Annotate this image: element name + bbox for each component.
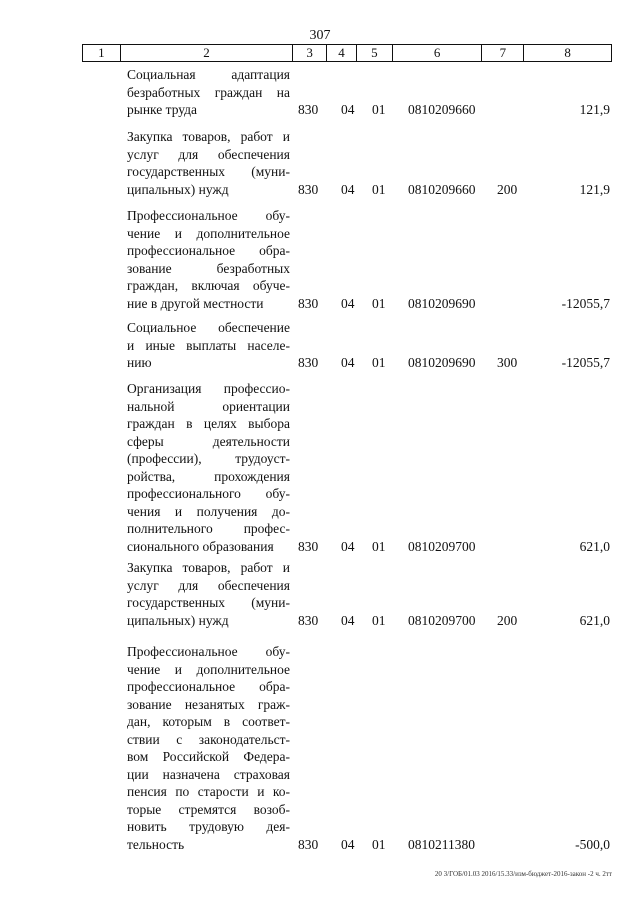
description-line: Закупка товаров, работ и bbox=[127, 129, 290, 144]
cell-c6: 0810209700 bbox=[408, 612, 476, 628]
cell-c8: -12055,7 bbox=[561, 355, 610, 370]
cell-c7: 200 bbox=[497, 181, 518, 197]
description-line: ципальных) нужд bbox=[127, 612, 229, 628]
column-header-6: 6 bbox=[393, 45, 483, 61]
description-line: сферы деятельности bbox=[127, 433, 290, 449]
cell-c8: 121,9 bbox=[579, 102, 610, 117]
row-description bbox=[127, 207, 290, 312]
cell-c4: 04 bbox=[341, 538, 355, 554]
description-line: граждан в целях выбора bbox=[127, 416, 290, 431]
cell-c6: 0810209690 bbox=[408, 355, 476, 370]
cell-c8: -500,0 bbox=[575, 836, 610, 852]
description-line: Профессиональное обу- bbox=[127, 644, 290, 659]
cell-c3: 830 bbox=[298, 538, 319, 554]
description-line: пенсия по старости и ко- bbox=[127, 784, 290, 799]
cell-c3: 830 bbox=[298, 181, 319, 197]
cell-c5: 01 bbox=[372, 295, 386, 311]
description-line: дан, которым в соответ- bbox=[127, 714, 290, 729]
description-line: торые стремятся возоб- bbox=[127, 801, 290, 817]
description-line: зование незанятых граж- bbox=[127, 696, 290, 712]
description-line: чение и дополнительное bbox=[127, 661, 290, 677]
row-description bbox=[127, 559, 290, 629]
cell-c5: 01 bbox=[372, 836, 386, 852]
cell-c6: 0810209700 bbox=[408, 538, 476, 554]
description-line: полнительного профес- bbox=[127, 521, 290, 536]
description-line: ствии с законодательст- bbox=[127, 731, 290, 747]
cell-c4: 04 bbox=[341, 295, 355, 311]
column-header-4: 4 bbox=[327, 45, 357, 61]
cell-c8: 621,0 bbox=[579, 612, 610, 628]
cell-c6: 0810209690 bbox=[408, 295, 476, 311]
row-description bbox=[127, 66, 290, 119]
description-line: новить трудовую дея- bbox=[127, 819, 290, 834]
cell-c5: 01 bbox=[372, 102, 386, 117]
cell-c5: 01 bbox=[372, 612, 386, 628]
cell-c3: 830 bbox=[298, 355, 319, 370]
cell-c4: 04 bbox=[341, 355, 355, 370]
cell-c5: 01 bbox=[372, 181, 386, 197]
cell-c3: 830 bbox=[298, 612, 319, 628]
description-line: Социальная адаптация bbox=[127, 67, 290, 82]
description-line: (профессии), трудоуст- bbox=[127, 451, 290, 466]
description-line: ройства, прохождения bbox=[127, 468, 290, 484]
row-description bbox=[127, 643, 290, 853]
description-line: профессиональное обра- bbox=[127, 243, 290, 258]
description-line: и иные выплаты населе- bbox=[127, 337, 290, 353]
description-line: нальной ориентации bbox=[127, 398, 290, 414]
cell-c4: 04 bbox=[341, 612, 355, 628]
description-line: рынке труда bbox=[127, 102, 198, 117]
row-description bbox=[127, 128, 290, 198]
cell-c6: 0810209660 bbox=[408, 181, 476, 197]
description-line: услуг для обеспечения bbox=[127, 577, 290, 593]
cell-c5: 01 bbox=[372, 355, 386, 370]
description-line: сионального образования bbox=[127, 538, 274, 554]
description-line: профессиональное обра- bbox=[127, 679, 290, 694]
description-line: Закупка товаров, работ и bbox=[127, 560, 290, 575]
cell-c6: 0810209660 bbox=[408, 102, 476, 117]
description-line: нию bbox=[127, 355, 152, 370]
cell-c4: 04 bbox=[341, 102, 355, 117]
description-line: Социальное обеспечение bbox=[127, 320, 290, 335]
column-header-1: 1 bbox=[83, 45, 121, 61]
column-header-5: 5 bbox=[357, 45, 393, 61]
description-line: вом Российской Федера- bbox=[127, 749, 290, 764]
cell-c5: 01 bbox=[372, 538, 386, 554]
description-line: ции назначена страховая bbox=[127, 766, 290, 782]
description-line: чения и получения до- bbox=[127, 503, 290, 519]
description-line: ципальных) нужд bbox=[127, 181, 229, 197]
description-line: безработных граждан на bbox=[127, 84, 290, 100]
cell-c7: 300 bbox=[497, 355, 518, 370]
description-line: профессионального обу- bbox=[127, 486, 290, 501]
column-header-7: 7 bbox=[482, 45, 524, 61]
description-line: Организация профессио- bbox=[127, 381, 290, 396]
page-number: 307 bbox=[309, 28, 331, 43]
description-line: граждан, включая обуче- bbox=[127, 278, 290, 293]
description-line: Профессиональное обу- bbox=[127, 208, 290, 223]
description-line: зование безработных bbox=[127, 260, 290, 276]
cell-c8: 121,9 bbox=[579, 181, 610, 197]
column-header-3: 3 bbox=[293, 45, 327, 61]
cell-c3: 830 bbox=[298, 102, 319, 117]
cell-c4: 04 bbox=[341, 836, 355, 852]
column-header-8: 8 bbox=[564, 45, 571, 60]
row-description bbox=[127, 380, 290, 555]
description-line: государственных (муни- bbox=[127, 595, 290, 610]
cell-c8: 621,0 bbox=[579, 538, 610, 554]
table-header-row bbox=[82, 44, 612, 62]
row-description bbox=[127, 319, 290, 372]
description-line: государственных (муни- bbox=[127, 164, 290, 179]
cell-c7: 200 bbox=[497, 612, 518, 628]
cell-c4: 04 bbox=[341, 181, 355, 197]
footer-note: 20 3/ГОБ/01.03 2016/15.33/изм-бюджет-2016-закон -2 ч. 2тт bbox=[434, 870, 612, 878]
description-line: тельность bbox=[127, 836, 185, 852]
column-header-2: 2 bbox=[121, 45, 293, 61]
description-line: чение и дополнительное bbox=[127, 225, 290, 241]
cell-c3: 830 bbox=[298, 295, 319, 311]
description-line: ние в другой местности bbox=[127, 295, 264, 311]
cell-c8: -12055,7 bbox=[561, 295, 610, 311]
cell-c6: 0810211380 bbox=[408, 836, 475, 852]
description-line: услуг для обеспечения bbox=[127, 146, 290, 162]
cell-c3: 830 bbox=[298, 836, 319, 852]
